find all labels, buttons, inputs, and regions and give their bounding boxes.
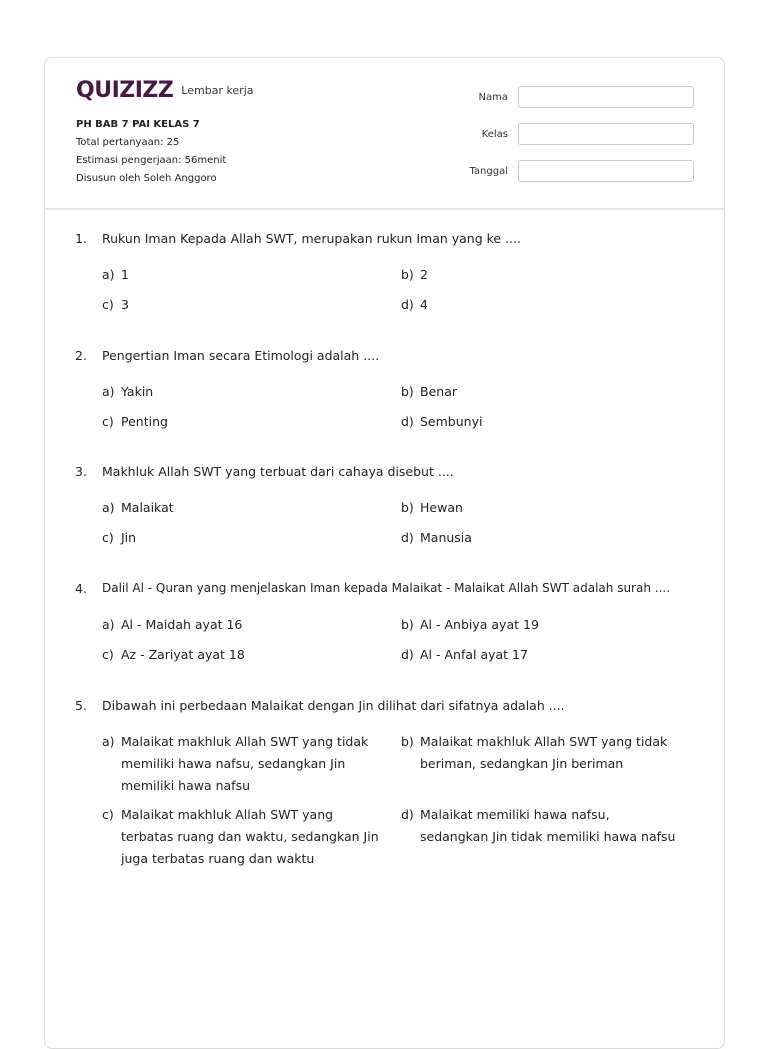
option-text: Al - Anfal ayat 17 xyxy=(420,647,528,662)
worksheet-header xyxy=(45,58,724,210)
option-text: Malaikat memiliki hawa nafsu, sedangkan Jin tidak memiliki hawa nafsu xyxy=(420,807,676,844)
option-letter: b) xyxy=(401,617,414,632)
option-text: Malaikat makhluk Allah SWT yang tidak beriman, sedangkan Jin beriman xyxy=(420,734,668,771)
question-number: 2. xyxy=(75,348,87,363)
option-text: 4 xyxy=(420,297,428,312)
option-d[interactable] xyxy=(401,804,681,848)
question-text: Pengertian Iman secara Etimologi adalah .... xyxy=(102,348,380,363)
date-field-row xyxy=(448,160,694,182)
question-text: Dibawah ini perbedaan Malaikat dengan Jin dilihat dari sifatnya adalah .... xyxy=(102,698,565,713)
time-estimate: Estimasi pengerjaan: 56menit xyxy=(76,155,227,166)
name-input[interactable] xyxy=(518,86,694,108)
question-text: Rukun Iman Kepada Allah SWT, merupakan rukun Iman yang ke .... xyxy=(102,231,521,246)
option-letter: a) xyxy=(102,384,115,399)
option-text: Yakin xyxy=(121,384,154,399)
option-c[interactable] xyxy=(102,804,382,870)
option-text: 2 xyxy=(420,267,428,282)
question-3 xyxy=(75,464,695,557)
worksheet-title: PH BAB 7 PAI KELAS 7 xyxy=(76,119,200,130)
option-letter: d) xyxy=(401,647,414,662)
date-label: Tanggal xyxy=(469,165,508,177)
question-5 xyxy=(75,698,695,881)
option-text: Hewan xyxy=(420,500,463,515)
option-letter: c) xyxy=(102,807,114,822)
worksheet-meta xyxy=(76,116,226,188)
name-field-row xyxy=(448,86,694,108)
option-letter: c) xyxy=(102,647,114,662)
option-letter: d) xyxy=(401,530,414,545)
option-b[interactable] xyxy=(401,497,463,519)
option-c[interactable] xyxy=(102,294,129,316)
class-field-row xyxy=(448,123,694,145)
logo-subtitle: Lembar kerja xyxy=(181,84,254,97)
option-text: Jin xyxy=(121,530,137,545)
option-a[interactable] xyxy=(102,731,382,797)
total-questions: Total pertanyaan: 25 xyxy=(76,137,180,148)
option-letter: a) xyxy=(102,617,115,632)
option-text: 3 xyxy=(121,297,129,312)
option-c[interactable] xyxy=(102,527,136,549)
option-letter: d) xyxy=(401,297,414,312)
option-letter: b) xyxy=(401,734,414,749)
class-input[interactable] xyxy=(518,123,694,145)
option-letter: b) xyxy=(401,384,414,399)
option-text: Malaikat xyxy=(121,500,174,515)
option-text: Sembunyi xyxy=(420,414,483,429)
option-text: Penting xyxy=(121,414,168,429)
option-letter: a) xyxy=(102,734,115,749)
question-number: 3. xyxy=(75,464,87,479)
option-text: Malaikat makhluk Allah SWT yang tidak memiliki hawa nafsu, sedangkan Jin memiliki hawa nafsu xyxy=(121,734,369,793)
option-letter: c) xyxy=(102,414,114,429)
option-text: Benar xyxy=(420,384,457,399)
option-c[interactable] xyxy=(102,644,245,666)
option-b[interactable] xyxy=(401,731,681,775)
option-a[interactable] xyxy=(102,381,153,403)
question-number: 4. xyxy=(75,581,87,596)
option-a[interactable] xyxy=(102,497,174,519)
option-d[interactable] xyxy=(401,294,428,316)
class-label: Kelas xyxy=(481,128,508,140)
author: Disusun oleh Soleh Anggoro xyxy=(76,173,217,184)
option-b[interactable] xyxy=(401,264,428,286)
date-input[interactable] xyxy=(518,160,694,182)
option-text: Al - Maidah ayat 16 xyxy=(121,617,243,632)
option-b[interactable] xyxy=(401,614,539,636)
option-letter: d) xyxy=(401,414,414,429)
option-letter: b) xyxy=(401,267,414,282)
question-2 xyxy=(75,348,695,441)
option-letter: a) xyxy=(102,267,115,282)
option-letter: d) xyxy=(401,807,414,822)
option-text: Manusia xyxy=(420,530,472,545)
option-text: 1 xyxy=(121,267,129,282)
option-text: Al - Anbiya ayat 19 xyxy=(420,617,539,632)
question-4 xyxy=(75,581,715,674)
worksheet xyxy=(44,57,725,1049)
question-number: 5. xyxy=(75,698,87,713)
option-a[interactable] xyxy=(102,264,129,286)
option-text: Az - Zariyat ayat 18 xyxy=(121,647,245,662)
question-1 xyxy=(75,231,695,324)
option-letter: b) xyxy=(401,500,414,515)
option-d[interactable] xyxy=(401,411,482,433)
question-number: 1. xyxy=(75,231,87,246)
question-text: Makhluk Allah SWT yang terbuat dari cahaya disebut .... xyxy=(102,464,454,479)
option-text: Malaikat makhluk Allah SWT yang terbatas ruang dan waktu, sedangkan Jin juga terbatas ruang dan waktu xyxy=(121,807,379,866)
question-text: Dalil Al - Quran yang menjelaskan Iman kepada Malaikat - Malaikat Allah SWT adalah surah .... xyxy=(102,581,671,595)
option-d[interactable] xyxy=(401,644,528,666)
option-c[interactable] xyxy=(102,411,168,433)
option-a[interactable] xyxy=(102,614,242,636)
option-letter: a) xyxy=(102,500,115,515)
option-b[interactable] xyxy=(401,381,457,403)
option-d[interactable] xyxy=(401,527,472,549)
name-label: Nama xyxy=(478,91,508,103)
option-letter: c) xyxy=(102,297,114,312)
option-letter: c) xyxy=(102,530,114,545)
quizizz-logo: QUIZIZZ xyxy=(76,78,174,103)
logo xyxy=(76,78,254,103)
